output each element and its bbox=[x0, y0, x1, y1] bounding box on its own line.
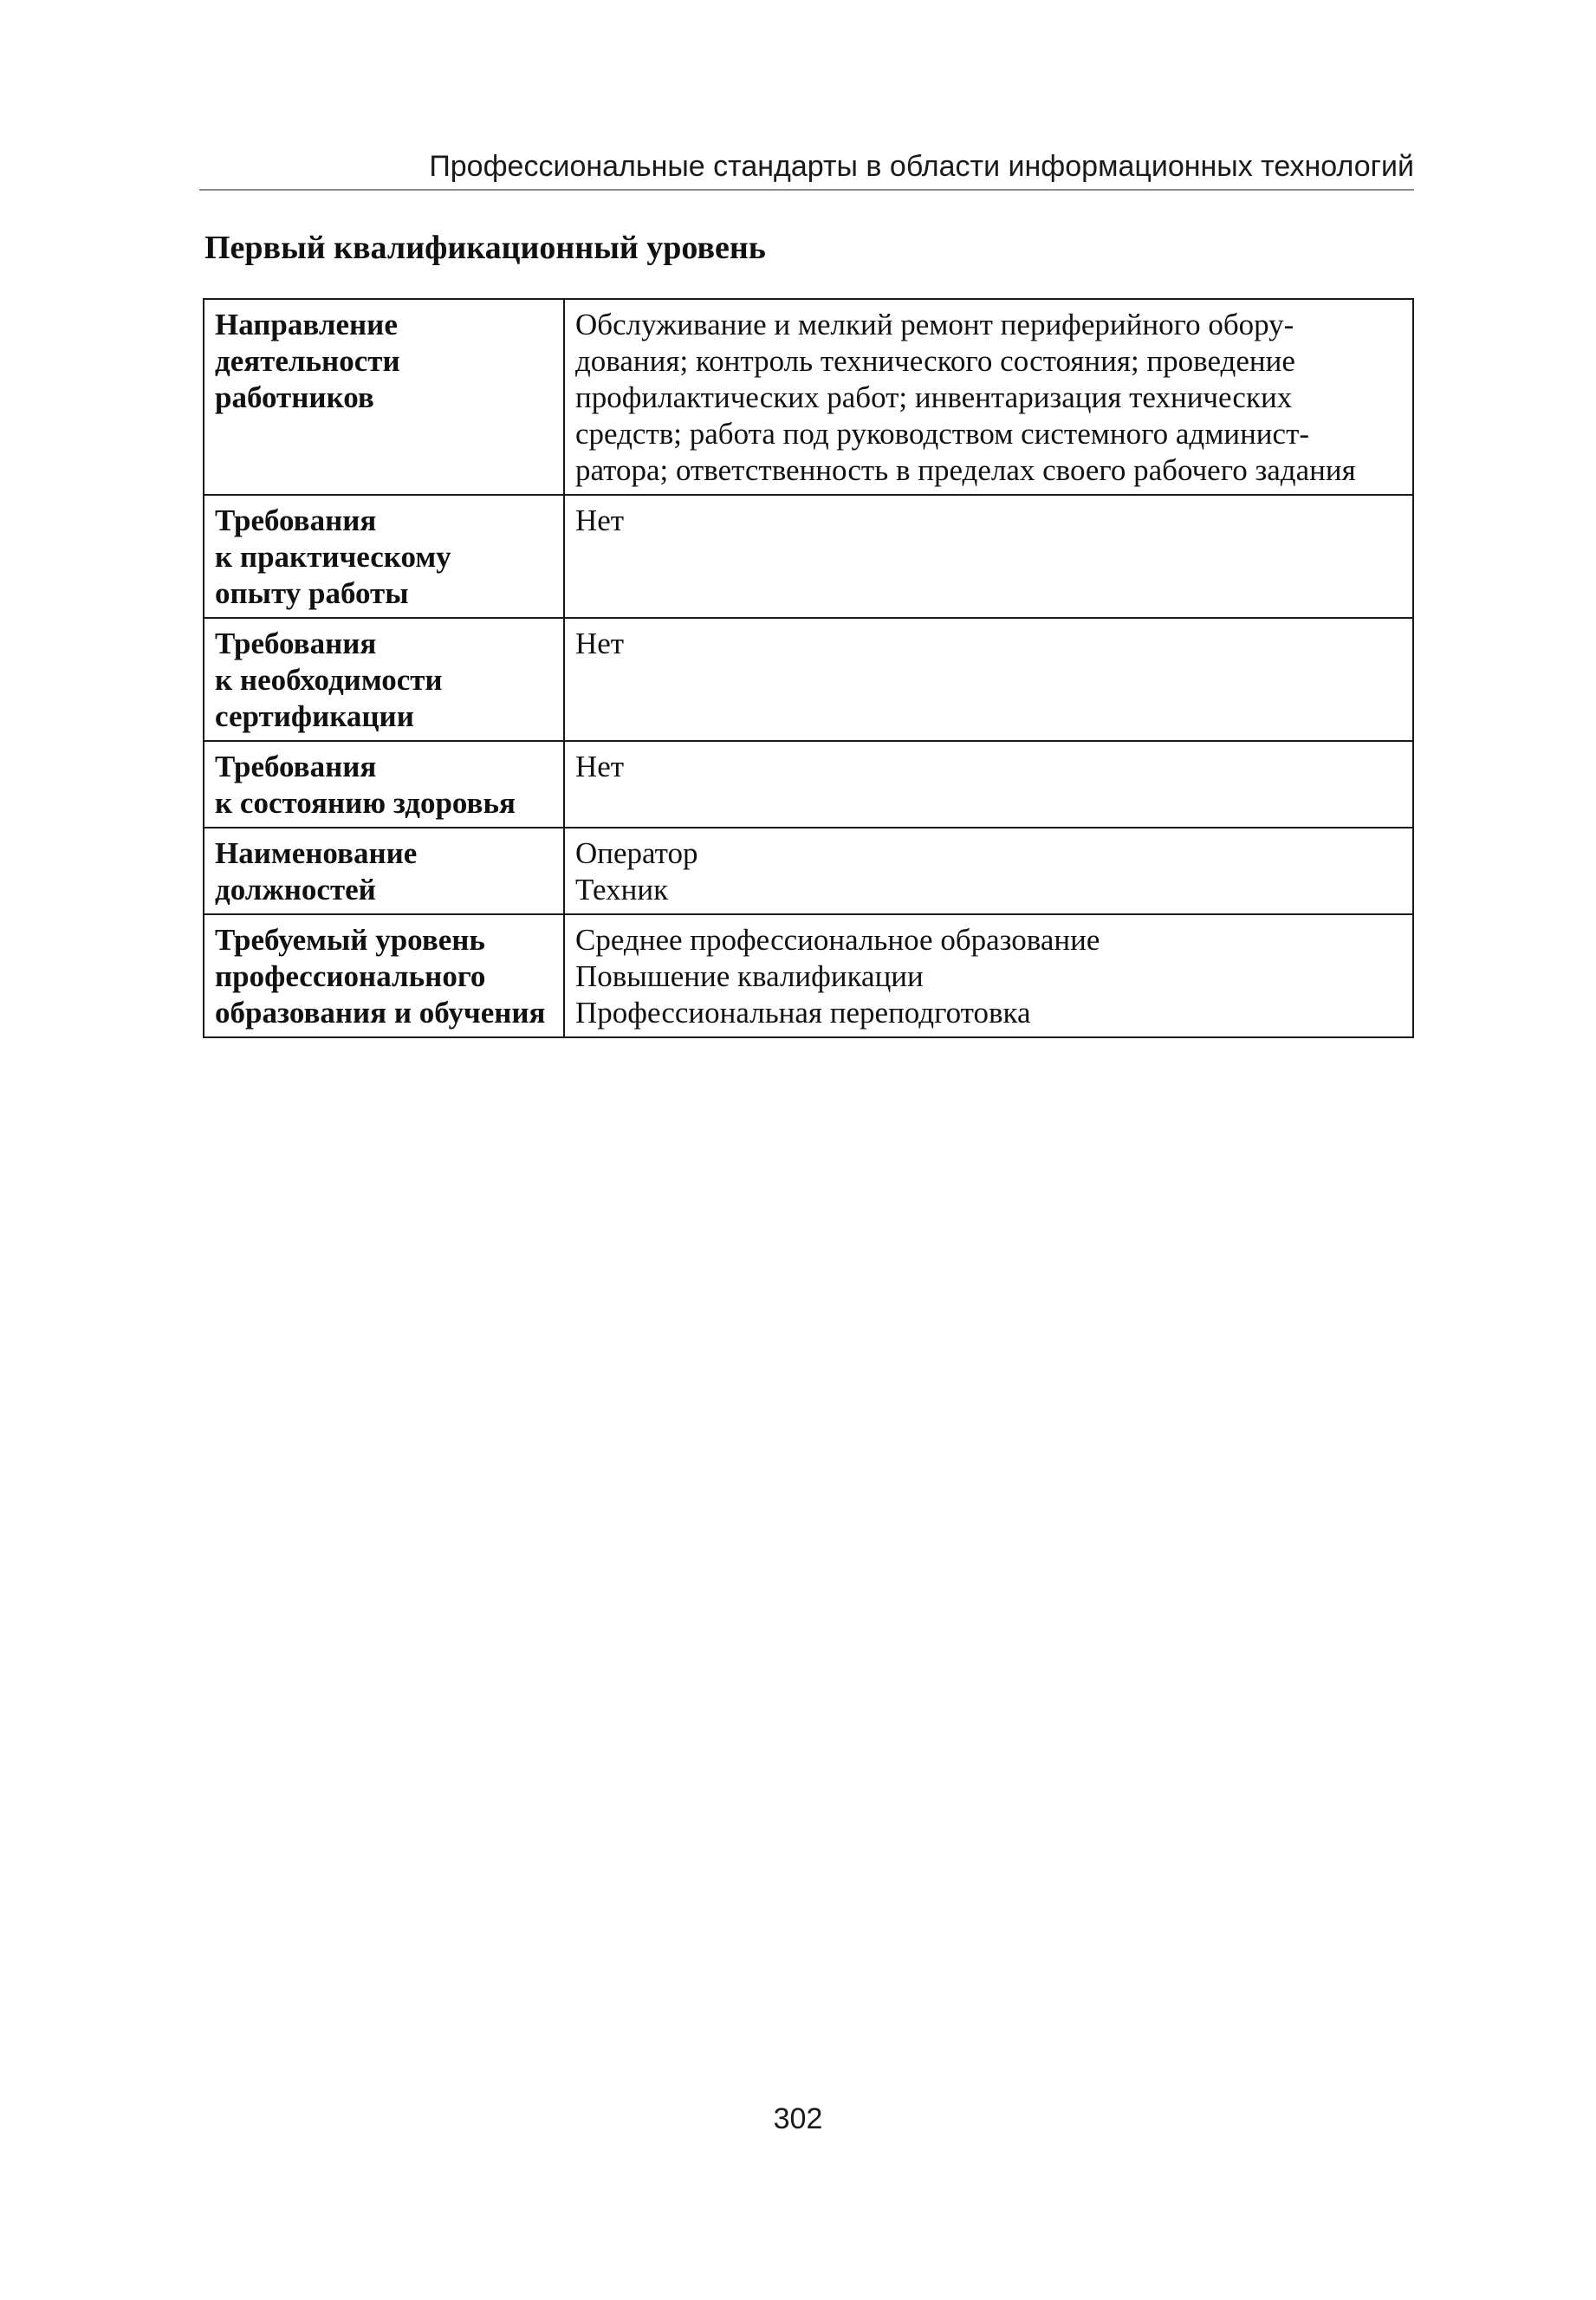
row-label: Требования к практическому опыту работы bbox=[204, 495, 564, 618]
row-label: Требования к состоянию здоровья bbox=[204, 741, 564, 828]
row-value-line: средств; работа под руководством системного админист- bbox=[575, 417, 1310, 451]
row-value-line: Нет bbox=[575, 750, 625, 783]
row-value bbox=[564, 495, 1413, 618]
table-row bbox=[204, 741, 1413, 828]
row-value bbox=[564, 828, 1413, 914]
row-value bbox=[564, 741, 1413, 828]
page-number: 302 bbox=[773, 2102, 823, 2135]
row-value-line: Нет bbox=[575, 627, 625, 660]
row-value-line: дования; контроль технического состояния; проведение bbox=[575, 344, 1295, 378]
table-row bbox=[204, 618, 1413, 741]
row-value-line: Повышение квалификации bbox=[575, 959, 924, 993]
row-value-line: Нет bbox=[575, 504, 625, 537]
row-label: Направление деятельности работников bbox=[204, 299, 564, 495]
table-row bbox=[204, 914, 1413, 1037]
running-header: Профессиональные стандарты в области информационных технологий bbox=[199, 147, 1414, 191]
table-row bbox=[204, 828, 1413, 914]
row-value-line: Обслуживание и мелкий ремонт периферийного обору- bbox=[575, 308, 1294, 341]
row-value bbox=[564, 618, 1413, 741]
row-label: Наименование должностей bbox=[204, 828, 564, 914]
qualification-table bbox=[203, 298, 1414, 1038]
row-value bbox=[564, 914, 1413, 1037]
row-value bbox=[564, 299, 1413, 495]
row-value-line: Профессиональная переподготовка bbox=[575, 996, 1031, 1030]
row-label: Требования к необходимости сертификации bbox=[204, 618, 564, 741]
row-value-line: Техник bbox=[575, 873, 669, 906]
table-row bbox=[204, 299, 1413, 495]
section-title: Первый квалификационный уровень bbox=[204, 230, 766, 266]
table-row bbox=[204, 495, 1413, 618]
row-label: Требуемый уровень профессионального образования и обучения bbox=[204, 914, 564, 1037]
qualification-table-body bbox=[204, 299, 1413, 1037]
row-value-line: Оператор bbox=[575, 836, 698, 870]
row-value-line: Среднее профессиональное образование bbox=[575, 923, 1100, 957]
row-value-line: ратора; ответственность в пределах своего рабочего задания bbox=[575, 453, 1356, 487]
row-value-line: профилактических работ; инвентаризация технических bbox=[575, 380, 1293, 414]
